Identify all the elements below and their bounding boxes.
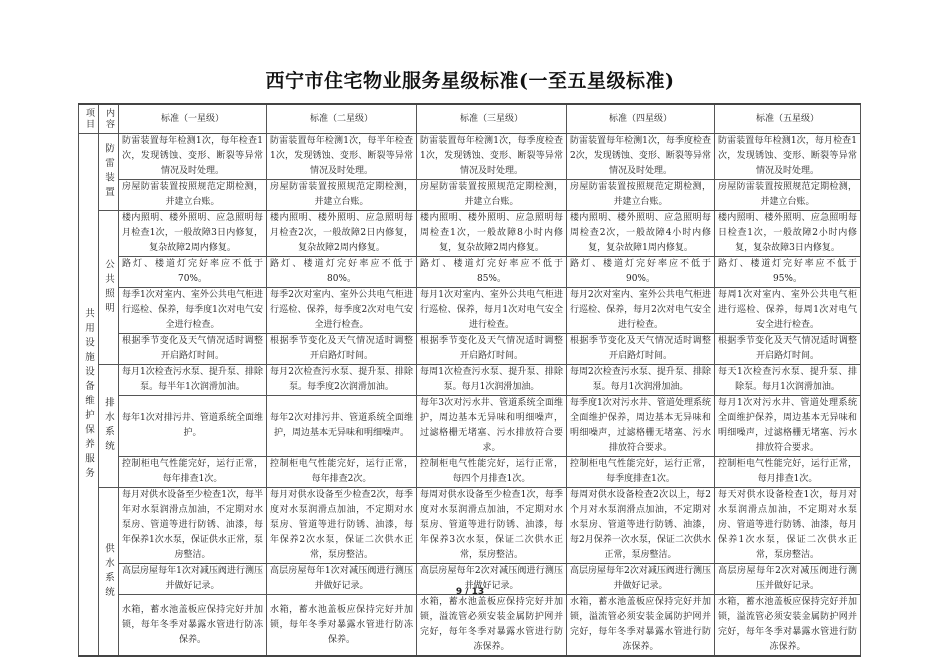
standard-cell-star-1: 楼内照明、楼外照明、应急照明每月检查1次，一般故障3日内修复，复杂故障2周内修复。 [119, 211, 267, 257]
header-star-1: 标准（一星级） [119, 104, 267, 134]
standard-cell-star-4: 防雷装置每年检测1次，每季度检查2次，发现锈蚀、变形、断裂等异常情况及时处理。 [567, 134, 715, 180]
standard-cell-star-4: 每周对供水设备检查2次以上，每2个月对水泵润滑点加油，不定期对水泵房、管道等进行防锈、油漆，每2月保养一次水泵，保证二次供水正常，泵房整洁。 [567, 488, 715, 564]
header-item: 项目 [79, 104, 99, 134]
standard-cell-star-2: 根据季节变化及天气情况适时调整开启路灯时间。 [267, 334, 417, 365]
standard-cell-star-2: 防雷装置每年检测1次，每半年检查1次，发现锈蚀、变形、断裂等异常情况及时处理。 [267, 134, 417, 180]
table-row [79, 211, 861, 257]
standard-cell-star-5: 高层房屋每年2次对减压阀进行测压并做好记录。 [715, 564, 861, 595]
standard-cell-star-3: 路灯、楼道灯完好率应不低于85%。 [417, 257, 567, 288]
standard-cell-star-3: 每周对供水设备至少检查1次，每季度对水泵润滑点加油，不定期对水泵房、管道等进行防锈、油漆，每年保养3次水泵，保证二次供水正常，泵房整洁。 [417, 488, 567, 564]
standard-cell-star-3: 高层房屋每年2次对减压阀进行测压并做好记录。 [417, 564, 567, 595]
standard-cell-star-4: 高层房屋每年2次对减压阀进行测压并做好记录。 [567, 564, 715, 595]
star-standard-table [78, 103, 861, 657]
table-row [79, 595, 861, 657]
standard-cell-star-1: 每年1次对排污井、管道系统全面维护。 [119, 396, 267, 457]
item-label: 共用设施设备维护保养服务 [79, 134, 99, 657]
standard-cell-star-1: 房屋防雷装置按照规范定期检测，并建立台账。 [119, 180, 267, 211]
standard-cell-star-1: 每季1次对室内、室外公共电气柜进行巡检、保养，每季度1次对电气安全进行检查。 [119, 288, 267, 334]
standard-cell-star-2: 每年2次对排污井、管道系统全面维护，周边基本无异味和明细噪声。 [267, 396, 417, 457]
standard-cell-star-5: 根据季节变化及天气情况适时调整开启路灯时间。 [715, 334, 861, 365]
content-label: 排水系统 [99, 365, 119, 488]
standard-cell-star-2: 楼内照明、楼外照明、应急照明每月检查2次，一般故障2日内修复，复杂故障2周内修复。 [267, 211, 417, 257]
standard-cell-star-2: 高层房屋每年1次对减压阀进行测压并做好记录。 [267, 564, 417, 595]
standard-cell-star-3: 每月1次对室内、室外公共电气柜进行巡检、保养，每月1次对电气安全进行检查。 [417, 288, 567, 334]
standard-cell-star-1: 防雷装置每年检测1次，每年检查1次，发现锈蚀、变形、断裂等异常情况及时处理。 [119, 134, 267, 180]
standard-cell-star-4: 每季度1次对污水井、管道处理系统全面维护保养，周边基本无异味和明细噪声，过滤格栅无堵塞、污水排放符合要求。 [567, 396, 715, 457]
standard-cell-star-4: 根据季节变化及天气情况适时调整开启路灯时间。 [567, 334, 715, 365]
standard-cell-star-1: 每月1次检查污水泵、提升泵、排除泵。每半年1次润滑加油。 [119, 365, 267, 396]
table-row [79, 180, 861, 211]
page-title: 西宁市住宅物业服务星级标准(一至五星级标准) [265, 70, 675, 92]
table-header-row [79, 104, 861, 134]
standard-cell-star-3: 控制柜电气性能完好，运行正常，每四个月排查1次。 [417, 457, 567, 488]
standard-cell-star-5: 水箱，蓄水池盖板应保持完好并加锁，溢流管必须安装金属防护网并完好，每年冬季对暴露水管进行防冻保养。 [715, 595, 861, 657]
standard-cell-star-1: 控制柜电气性能完好，运行正常，每年排查1次。 [119, 457, 267, 488]
standard-cell-star-2: 每月2次检查污水泵、提升泵、排除泵。每季度2次润滑加油。 [267, 365, 417, 396]
standard-cell-star-3: 每周1次检查污水泵、提升泵、排除泵。每月1次润滑加油。 [417, 365, 567, 396]
page-number: 9 / 13 [455, 587, 485, 597]
table-row [79, 488, 861, 564]
standard-cell-star-2: 房屋防雷装置按照规范定期检测，并建立台账。 [267, 180, 417, 211]
standard-cell-star-5: 房屋防雷装置按照规范定期检测，并建立台账。 [715, 180, 861, 211]
standard-cell-star-4: 每周2次检查污水泵、提升泵、排除泵。每月1次润滑加油。 [567, 365, 715, 396]
content-label: 防雷装置 [99, 134, 119, 211]
standard-cell-star-4: 每月2次对室内、室外公共电气柜进行巡检、保养，每月2次对电气安全进行检查。 [567, 288, 715, 334]
standard-cell-star-5: 路灯、楼道灯完好率应不低于95%。 [715, 257, 861, 288]
table-row [79, 334, 861, 365]
standard-cell-star-5: 每月1次对污水井、管道处理系统全面维护保养，周边基本无异味和明细噪声，过滤格栅无堵塞、污水排放符合要求。 [715, 396, 861, 457]
standard-cell-star-4: 控制柜电气性能完好，运行正常，每季度排查1次。 [567, 457, 715, 488]
standard-cell-star-3: 根据季节变化及天气情况适时调整开启路灯时间。 [417, 334, 567, 365]
standard-cell-star-3: 楼内照明、楼外照明、应急照明每周检查1次，一般故障8小时内修复，复杂故障2周内修复。 [417, 211, 567, 257]
standard-cell-star-1: 根据季节变化及天气情况适时调整开启路灯时间。 [119, 334, 267, 365]
standard-cell-star-4: 楼内照明、楼外照明、应急照明每周检查2次，一般故障4小时内修复，复杂故障1周内修复。 [567, 211, 715, 257]
standard-cell-star-2: 路灯、楼道灯完好率应不低于80%。 [267, 257, 417, 288]
standard-cell-star-5: 楼内照明、楼外照明、应急照明每日检查1次，一般故障2小时内修复，复杂故障3日内修复。 [715, 211, 861, 257]
standard-cell-star-4: 房屋防雷装置按照规范定期检测，并建立台账。 [567, 180, 715, 211]
header-star-3: 标准（三星级） [417, 104, 567, 134]
standard-cell-star-4: 路灯、楼道灯完好率应不低于90%。 [567, 257, 715, 288]
standard-cell-star-2: 每季2次对室内、室外公共电气柜进行巡检、保养，每季度2次对电气安全进行检查。 [267, 288, 417, 334]
standard-cell-star-1: 每月对供水设备至少检查1次，每半年对水泵润滑点加油，不定期对水泵房、管道等进行防锈、油漆，每年保养1次水泵，保证供水正常，泵房整洁。 [119, 488, 267, 564]
table-row [79, 396, 861, 457]
header-content: 内容 [99, 104, 119, 134]
header-star-5: 标准（五星级） [715, 104, 861, 134]
standard-cell-star-5: 每周1次对室内、室外公共电气柜进行巡检、保养，每周1次对电气安全进行检查。 [715, 288, 861, 334]
standard-cell-star-2: 每月对供水设备至少检查2次，每季度对水泵润滑点加油，不定期对水泵房、管道等进行防锈、油漆，每年保养2次水泵，保证二次供水正常，泵房整洁。 [267, 488, 417, 564]
table-row [79, 288, 861, 334]
standard-cell-star-2: 水箱，蓄水池盖板应保持完好并加锁，每年冬季对暴露水管进行防冻保养。 [267, 595, 417, 657]
table-row [79, 365, 861, 396]
header-star-2: 标准（二星级） [267, 104, 417, 134]
standard-cell-star-1: 水箱，蓄水池盖板应保持完好并加锁，每年冬季对暴露水管进行防冻保养。 [119, 595, 267, 657]
standard-cell-star-5: 每天对供水设备检查1次，每月对水泵润滑点加油，不定期对水泵房、管道等进行防锈、油漆，每月保养1次水泵，保证二次供水正常，泵房整洁。 [715, 488, 861, 564]
standard-cell-star-1: 路灯、楼道灯完好率应不低于70%。 [119, 257, 267, 288]
standard-cell-star-3: 房屋防雷装置按照规范定期检测，并建立台账。 [417, 180, 567, 211]
standard-cell-star-5: 防雷装置每年检测1次，每月检查1次，发现锈蚀、变形、断裂等异常情况及时处理。 [715, 134, 861, 180]
table-row [79, 457, 861, 488]
content-label: 供水系统 [99, 488, 119, 657]
standard-cell-star-4: 水箱，蓄水池盖板应保持完好并加锁，溢流管必须安装金属防护网并完好，每年冬季对暴露水管进行防冻保养。 [567, 595, 715, 657]
standard-cell-star-5: 每天1次检查污水泵、提升泵、排除泵。每月1次润滑加油。 [715, 365, 861, 396]
content-label: 公共照明 [99, 211, 119, 365]
table-row [79, 134, 861, 180]
standard-cell-star-3: 水箱，蓄水池盖板应保持完好并加锁，溢流管必须安装金属防护网并完好，每年冬季对暴露水管进行防冻保养。 [417, 595, 567, 657]
standard-cell-star-2: 控制柜电气性能完好，运行正常，每年排查2次。 [267, 457, 417, 488]
table-row [79, 257, 861, 288]
standard-cell-star-3: 防雷装置每年检测1次，每季度检查1次，发现锈蚀、变形、断裂等异常情况及时处理。 [417, 134, 567, 180]
header-star-4: 标准（四星级） [567, 104, 715, 134]
standard-cell-star-1: 高层房屋每年1次对减压阀进行测压并做好记录。 [119, 564, 267, 595]
standard-cell-star-3: 每年3次对污水井、管道系统全面维护，周边基本无异味和明细噪声，过滤格栅无堵塞、污水排放符合要求。 [417, 396, 567, 457]
standard-cell-star-5: 控制柜电气性能完好，运行正常，每月排查1次。 [715, 457, 861, 488]
